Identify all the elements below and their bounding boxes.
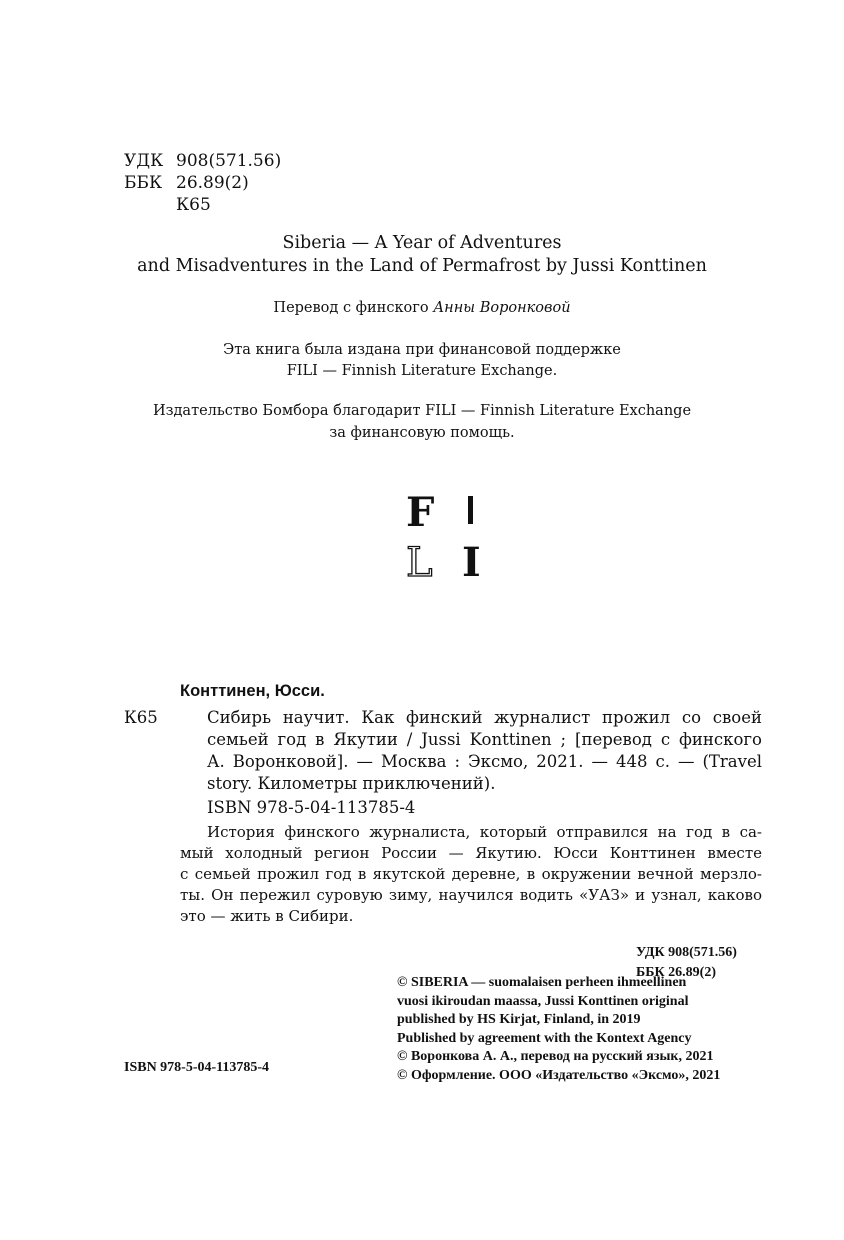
copyright-line: Published by agreement with the Kontext Agency	[397, 1030, 692, 1046]
description-line: Сибирь научит. Как финский журналист прожил со своей	[207, 708, 762, 727]
copyright-line: © SIBERIA — suomalaisen perheen ihmeellinen	[397, 975, 687, 990]
original-title-line2: and Misadventures in the Land of Permafrost by Jussi Konttinen	[137, 256, 707, 276]
logo-letter-i-bold: I	[462, 539, 481, 582]
udk-label: УДК	[124, 151, 164, 171]
original-title	[0, 232, 844, 278]
copyright-line: © Оформление. ООО «Издательство «Эксмо», 2021	[397, 1067, 721, 1083]
thanks-line1: Издательство Бомбора благодарит FILI — Finnish Literature Exchange	[152, 403, 692, 419]
author-mark: К65	[176, 195, 211, 215]
catalog-code: К65	[124, 708, 158, 727]
author-mark-row	[124, 194, 281, 216]
copyright-line: published by HS Kirjat, Finland, in 2019	[397, 1012, 641, 1027]
support-line2: FILI — Finnish Literature Exchange.	[286, 363, 558, 379]
thanks-statement	[0, 400, 844, 444]
copyright-line: vuosi ikiroudan maassa, Jussi Konttinen original	[397, 993, 689, 1009]
catalog-annotation	[180, 822, 762, 927]
udk-row	[124, 150, 281, 172]
logo-letter-l-outline: L	[406, 540, 433, 582]
fili-logo	[404, 492, 494, 582]
logo-letter-i-thin	[468, 496, 473, 524]
support-line1: Эта книга была издана при финансовой поддержке	[223, 342, 621, 358]
translation-credit	[0, 298, 844, 318]
translator-name: Анны Воронковой	[433, 300, 571, 316]
catalog-isbn: ISBN 978-5-04-113785-4	[207, 798, 416, 817]
catalog-author: Конттинен, Юсси.	[180, 682, 325, 700]
bbk-row	[124, 172, 281, 194]
udk-bottom: УДК 908(571.56)	[636, 945, 737, 960]
annotation-line: История финского журналиста, который отправился на год в са-	[207, 823, 762, 841]
annotation-line: ты. Он пережил суровую зиму, научился водить «УАЗ» и узнал, каково	[180, 886, 762, 904]
description-line: семьей год в Якутии / Jussi Konttinen ; [перевод с финского	[207, 730, 762, 749]
isbn-bottom: ISBN 978-5-04-113785-4	[124, 1060, 270, 1075]
thanks-line2: за финансовую помощь.	[329, 425, 515, 441]
bbk-bottom: ББК 26.89(2)	[636, 965, 716, 980]
catalog-description	[207, 707, 762, 795]
annotation-line: с семьей прожил год в якутской деревне, в окружении вечной мерзло-	[180, 865, 762, 883]
logo-letter-f: F	[406, 492, 435, 536]
translation-prefix: Перевод с финского	[273, 300, 434, 316]
udk-value: 908(571.56)	[176, 151, 282, 171]
description-line: story. Километры приключений).	[207, 774, 496, 793]
copyright-line: © Воронкова А. А., перевод на русский язык, 2021	[397, 1049, 714, 1064]
description-line: А. Воронковой]. — Москва : Эксмо, 2021. — 448 с. — (Travel	[207, 752, 762, 771]
annotation-line: это — жить в Сибири.	[180, 907, 354, 925]
bbk-label: ББК	[124, 173, 163, 193]
bbk-value: 26.89(2)	[176, 173, 249, 193]
support-statement	[0, 340, 844, 382]
original-title-line1: Siberia — A Year of Adventures	[282, 233, 562, 253]
classification-block	[124, 150, 281, 216]
annotation-line: мый холодный регион России — Якутию. Юсси Конттинен вместе	[180, 844, 762, 862]
copyright-block	[397, 974, 720, 1085]
